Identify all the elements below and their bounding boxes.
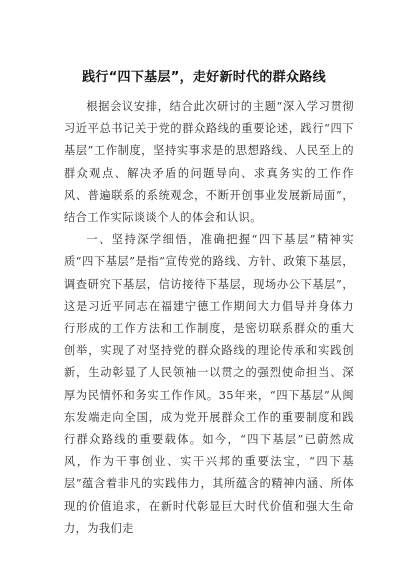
document-title: 践行“四下基层”，走好新时代的群众路线 [82,70,326,85]
intro-paragraph: 根据会议安排，结合此次研讨的主题“深入学习贯彻习近平总书记关于党的群众路线的重要论述，践行“四下基层”工作制度，坚持实事求是的思想路线、人民至上的群众观点、解决矛盾的问题导向、求真务实的工作作风、普遍联系的系统观念，不断开创事业发展新局面”，结合工作实际谈谈个人的体会和认识。 [64,100,354,225]
document-body [64,96,354,540]
section-one-paragraph: 一、坚持深学细悟，准确把握“四下基层”精神实质“四下基层”是指“宣传党的路线、方针、政策下基层，调查研究下基层，信访接待下基层，现场办公下基层”，这是习近平同志在福建宁德工作期间大力倡导并身体力行形成的工作方法和工作制度，是密切联系群众的重大创举，实现了对坚持党的群众路线的理论传承和实践创新，生动彰显了人民领袖一以贯之的强烈使命担当、深厚为民情怀和务实工作作风。35年来，“四下基层”从闽东发端走向全国，成为党开展群众工作的重要制度和践行群众路线的重要载体。如今，“四下基层”已蔚然成风，作为干事创业、实干兴邦的重要法宝，“四下基层”蕴含着非凡的实践伟力，其所蕴含的精神内涵、所体现的价值追求，在新时代彰显巨大时代价值和强大生命力，为我们走 [64,233,354,535]
